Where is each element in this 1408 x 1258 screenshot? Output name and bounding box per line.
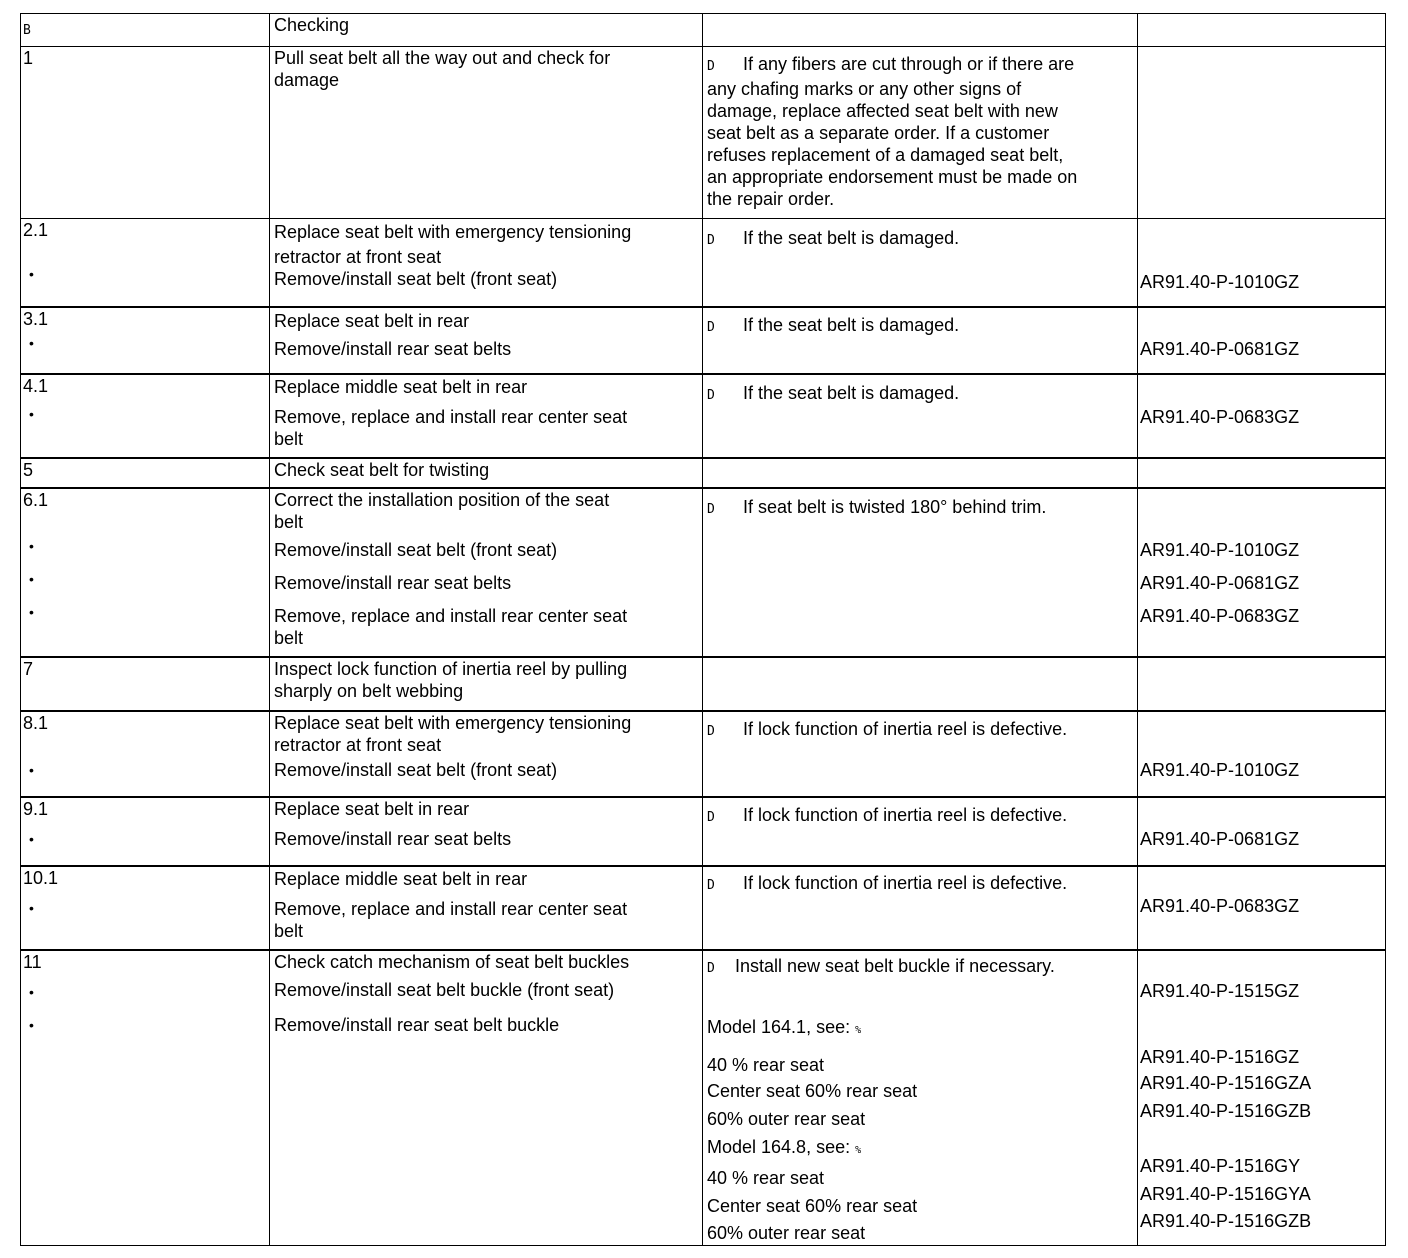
action-line: Replace middle seat belt in rear bbox=[274, 376, 528, 397]
action-link[interactable]: Remove, replace and install rear center seat bbox=[274, 898, 628, 919]
note-line: any chafing marks or any other signs of bbox=[707, 79, 1022, 99]
action-cell bbox=[270, 307, 703, 374]
note-cell bbox=[703, 374, 1138, 458]
seat-option: 60% outer rear seat bbox=[707, 1108, 866, 1129]
note-line: Install new seat belt buckle if necessary. bbox=[735, 955, 1055, 976]
table-row bbox=[21, 950, 1386, 1246]
action-line: Correct the installation position of the seat bbox=[274, 489, 610, 510]
bullet-icon: • bbox=[29, 1016, 34, 1033]
ref-cell bbox=[1138, 797, 1386, 866]
note-line: If the seat belt is damaged. bbox=[743, 382, 960, 403]
note-icon: D bbox=[707, 319, 715, 335]
header-col-2: Checking bbox=[270, 14, 703, 47]
seat-option: Center seat 60% rear seat bbox=[707, 1195, 918, 1216]
step-cell: 7 bbox=[21, 657, 270, 711]
note-icon: D bbox=[707, 723, 715, 739]
reference-link[interactable]: AR91.40-P-1010GZ bbox=[1140, 759, 1300, 780]
reference-link[interactable]: AR91.40-P-0683GZ bbox=[1140, 895, 1300, 916]
action-link[interactable]: Remove, replace and install rear center seat bbox=[274, 605, 628, 626]
action-line: retractor at front seat bbox=[274, 734, 442, 755]
step-number: 2.1 bbox=[23, 220, 49, 240]
ref-cell bbox=[1138, 47, 1386, 219]
arrow-link-icon[interactable]: % bbox=[855, 1024, 862, 1036]
action-line: belt bbox=[274, 627, 304, 648]
note-cell bbox=[703, 866, 1138, 950]
action-link[interactable]: Remove/install seat belt (front seat) bbox=[274, 759, 558, 780]
note-line: damage, replace affected seat belt with new bbox=[707, 101, 1058, 121]
action-line: Check catch mechanism of seat belt buckles bbox=[274, 951, 630, 972]
reference-link[interactable]: AR91.40-P-0681GZ bbox=[1140, 828, 1300, 849]
ref-cell bbox=[1138, 950, 1386, 1246]
ref-cell bbox=[1138, 458, 1386, 488]
step-cell bbox=[21, 307, 270, 374]
seat-option: 60% outer rear seat bbox=[707, 1222, 866, 1243]
step-cell bbox=[21, 797, 270, 866]
step-number: 11 bbox=[23, 951, 42, 972]
header-col-3 bbox=[703, 14, 1138, 47]
table-row bbox=[21, 219, 1386, 307]
note-icon: D bbox=[707, 960, 715, 976]
note-line: If lock function of inertia reel is defective. bbox=[743, 718, 1068, 739]
note-icon: D bbox=[707, 387, 715, 403]
note-cell bbox=[703, 950, 1138, 1246]
action-link[interactable]: Remove/install rear seat belt buckle bbox=[274, 1014, 560, 1035]
reference-link[interactable]: AR91.40-P-1516GYA bbox=[1140, 1183, 1311, 1204]
model-label: Model 164.8, see: bbox=[707, 1136, 851, 1157]
reference-link[interactable]: AR91.40-P-1516GZB bbox=[1140, 1210, 1312, 1231]
action-cell bbox=[270, 219, 703, 307]
reference-link[interactable]: AR91.40-P-1010GZ bbox=[1140, 539, 1300, 560]
note-line: an appropriate endorsement must be made on bbox=[707, 167, 1078, 187]
step-number: 6.1 bbox=[23, 489, 49, 510]
action-line: Replace seat belt in rear bbox=[274, 310, 470, 331]
step-cell bbox=[21, 866, 270, 950]
note-cell bbox=[703, 797, 1138, 866]
note-line: If the seat belt is damaged. bbox=[743, 228, 960, 248]
note-icon: D bbox=[707, 877, 715, 893]
bullet-icon: • bbox=[29, 266, 34, 282]
step-cell: 1 bbox=[21, 47, 270, 219]
ref-cell bbox=[1138, 374, 1386, 458]
note-icon: D bbox=[707, 501, 715, 517]
action-cell bbox=[270, 711, 703, 797]
action-link[interactable]: Remove/install seat belt (front seat) bbox=[274, 269, 558, 289]
action-link[interactable]: Remove/install rear seat belts bbox=[274, 572, 512, 593]
action-cell bbox=[270, 866, 703, 950]
note-icon: D bbox=[707, 233, 715, 248]
action-line: Replace seat belt in rear bbox=[274, 798, 470, 819]
reference-link[interactable]: AR91.40-P-1516GZA bbox=[1140, 1072, 1312, 1093]
note-cell bbox=[703, 47, 1138, 219]
bullet-icon: • bbox=[29, 761, 34, 778]
table-row bbox=[21, 307, 1386, 374]
bullet-icon: • bbox=[29, 830, 34, 847]
table-header-row bbox=[21, 14, 1386, 47]
ref-cell bbox=[1138, 307, 1386, 374]
arrow-link-icon[interactable]: % bbox=[855, 1144, 862, 1156]
step-cell bbox=[21, 488, 270, 657]
action-line: belt bbox=[274, 428, 304, 449]
action-line: Replace seat belt with emergency tensioning bbox=[274, 712, 632, 733]
table-row bbox=[21, 47, 1386, 219]
action-line: sharply on belt webbing bbox=[274, 680, 464, 701]
seat-option: 40 % rear seat bbox=[707, 1167, 825, 1188]
action-line: belt bbox=[274, 511, 304, 532]
action-cell bbox=[270, 374, 703, 458]
step-number: 9.1 bbox=[23, 798, 49, 819]
ref-cell bbox=[1138, 866, 1386, 950]
action-link[interactable]: Remove, replace and install rear center seat bbox=[274, 406, 628, 427]
note-cell bbox=[703, 219, 1138, 307]
note-line: refuses replacement of a damaged seat belt, bbox=[707, 145, 1064, 165]
note-line: If lock function of inertia reel is defective. bbox=[743, 804, 1068, 825]
note-cell bbox=[703, 488, 1138, 657]
step-number: 10.1 bbox=[23, 867, 59, 888]
bullet-icon: • bbox=[29, 570, 34, 587]
step-cell: 5 bbox=[21, 458, 270, 488]
reference-link[interactable]: AR91.40-P-1515GZ bbox=[1140, 980, 1300, 1001]
bullet-icon: • bbox=[29, 405, 34, 422]
action-cell bbox=[270, 488, 703, 657]
action-cell bbox=[270, 47, 703, 219]
note-line: If any fibers are cut through or if there are bbox=[743, 54, 1075, 74]
table-row bbox=[21, 797, 1386, 866]
bullet-icon: • bbox=[29, 537, 34, 554]
note-cell bbox=[703, 458, 1138, 488]
step-cell bbox=[21, 950, 270, 1246]
note-line: If the seat belt is damaged. bbox=[743, 314, 960, 335]
seat-option: 40 % rear seat bbox=[707, 1054, 825, 1075]
reference-link[interactable]: AR91.40-P-0683GZ bbox=[1140, 406, 1300, 427]
step-number: 3.1 bbox=[23, 308, 49, 329]
table-row bbox=[21, 866, 1386, 950]
seat-option: Center seat 60% rear seat bbox=[707, 1080, 918, 1101]
action-cell bbox=[270, 657, 703, 711]
action-line: belt bbox=[274, 920, 304, 941]
action-cell bbox=[270, 797, 703, 866]
note-line: If lock function of inertia reel is defective. bbox=[743, 872, 1068, 893]
ref-cell bbox=[1138, 219, 1386, 307]
table-row bbox=[21, 711, 1386, 797]
table-row bbox=[21, 657, 1386, 711]
header-col-4 bbox=[1138, 14, 1386, 47]
step-number: 8.1 bbox=[23, 712, 49, 733]
action-line: Inspect lock function of inertia reel by pulling bbox=[274, 658, 628, 679]
note-cell bbox=[703, 657, 1138, 711]
bullet-icon: • bbox=[29, 899, 34, 916]
header-col-1 bbox=[21, 14, 270, 47]
table-row bbox=[21, 374, 1386, 458]
reference-link[interactable]: AR91.40-P-1516GZ bbox=[1140, 1046, 1300, 1067]
reference-link[interactable]: AR91.40-P-0681GZ bbox=[1140, 338, 1300, 359]
ref-cell bbox=[1138, 488, 1386, 657]
note-cell bbox=[703, 307, 1138, 374]
bullet-icon: • bbox=[29, 334, 34, 351]
action-link[interactable]: Remove/install seat belt (front seat) bbox=[274, 539, 558, 560]
note-line: If seat belt is twisted 180° behind trim. bbox=[743, 496, 1047, 517]
checking-table bbox=[20, 13, 1386, 1246]
note-icon: D bbox=[707, 809, 715, 825]
bullet-icon: • bbox=[29, 603, 34, 620]
reference-link[interactable]: AR91.40-P-1516GZB bbox=[1140, 1100, 1312, 1121]
reference-link[interactable]: AR91.40-P-0683GZ bbox=[1140, 605, 1300, 626]
action-line: Pull seat belt all the way out and check for bbox=[274, 48, 611, 68]
action-cell: Check seat belt for twisting bbox=[270, 458, 703, 488]
model-label: Model 164.1, see: bbox=[707, 1016, 851, 1037]
step-cell bbox=[21, 219, 270, 307]
action-link[interactable]: Remove/install seat belt buckle (front seat) bbox=[274, 979, 615, 1000]
step-cell bbox=[21, 711, 270, 797]
reference-link[interactable]: AR91.40-P-0681GZ bbox=[1140, 572, 1300, 593]
action-line: Replace middle seat belt in rear bbox=[274, 868, 528, 889]
reference-link[interactable]: AR91.40-P-1516GY bbox=[1140, 1155, 1301, 1176]
note-icon: D bbox=[707, 59, 715, 74]
table-row bbox=[21, 488, 1386, 657]
action-cell bbox=[270, 950, 703, 1246]
note-line: seat belt as a separate order. If a customer bbox=[707, 123, 1050, 143]
action-line: Replace seat belt with emergency tensioning bbox=[274, 222, 632, 242]
header-symbol: B bbox=[23, 23, 31, 38]
ref-cell bbox=[1138, 711, 1386, 797]
bullet-icon: • bbox=[29, 983, 34, 1000]
step-cell bbox=[21, 374, 270, 458]
note-line: the repair order. bbox=[707, 189, 835, 209]
action-line: damage bbox=[274, 70, 340, 90]
step-number: 4.1 bbox=[23, 375, 49, 396]
table-row bbox=[21, 458, 1386, 488]
reference-link[interactable]: AR91.40-P-1010GZ bbox=[1140, 272, 1300, 292]
ref-cell bbox=[1138, 657, 1386, 711]
note-cell bbox=[703, 711, 1138, 797]
action-link[interactable]: Remove/install rear seat belts bbox=[274, 828, 512, 849]
action-line: retractor at front seat bbox=[274, 247, 442, 267]
action-link[interactable]: Remove/install rear seat belts bbox=[274, 338, 512, 359]
